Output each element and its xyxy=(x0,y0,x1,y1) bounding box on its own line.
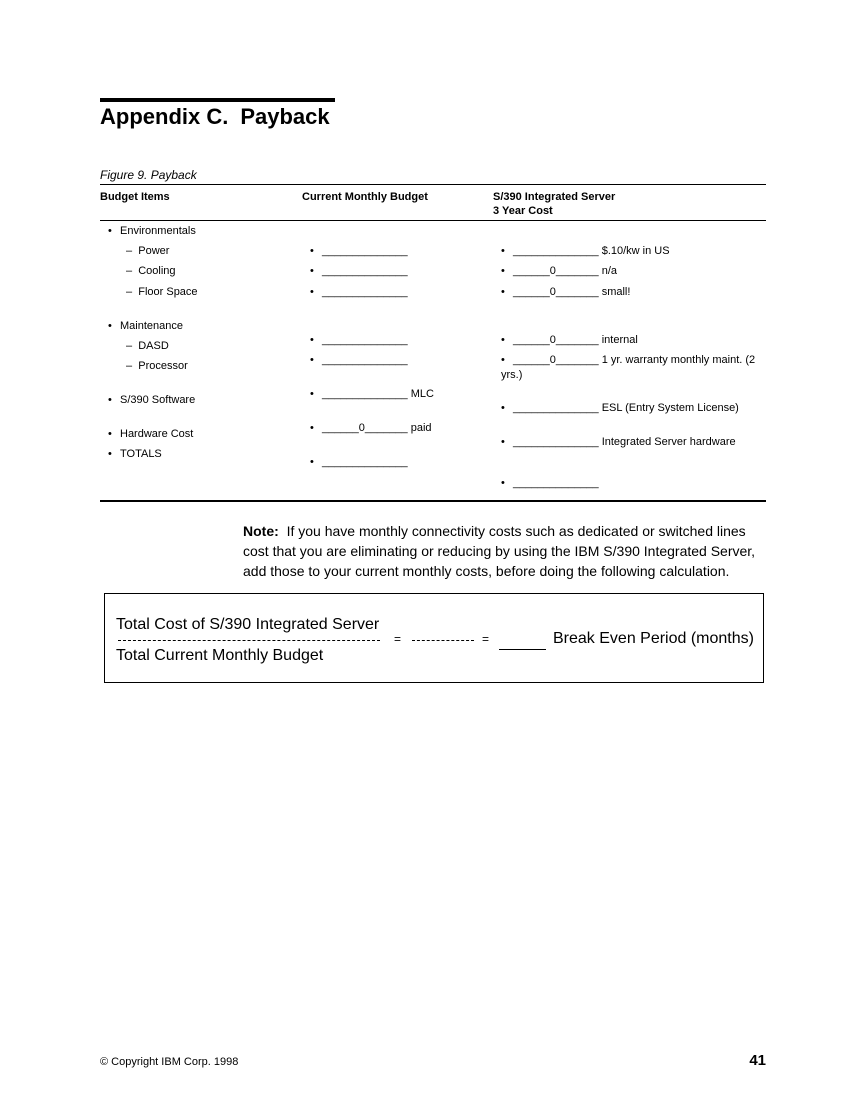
integrated-s390-software: • ______________ ESL (Entry System License) xyxy=(513,402,739,415)
table-top-rule xyxy=(100,184,766,185)
header-integrated-line1: S/390 Integrated Server xyxy=(493,191,616,203)
formula-numerator: Total Cost of S/390 Integrated Server xyxy=(116,616,380,633)
title-rule xyxy=(100,98,335,102)
note-text: If you have monthly connectivity costs such as dedicated or switched lines cost that you are eliminating or reducing by using the IBM S/390 Integrated Server, add those to your current monthly costs, before doing the following calculation. xyxy=(243,523,756,579)
item-dasd: – DASD xyxy=(126,340,169,352)
integrated-totals: • ______________ xyxy=(513,477,599,490)
table-bottom-rule xyxy=(100,500,766,502)
integrated-power: • ______________ $.10/kw in US xyxy=(513,245,670,258)
current-hardware-cost: • ______0_______ paid xyxy=(322,422,432,435)
page-title xyxy=(100,104,330,130)
integrated-dasd: • ______0_______ internal xyxy=(513,334,638,347)
current-s390-software: • ______________ MLC xyxy=(322,388,434,401)
equals-sign-2: = xyxy=(482,632,490,646)
item-s390-software: • S/390 Software xyxy=(120,394,195,407)
result-blank xyxy=(499,649,546,650)
item-hardware-cost: • Hardware Cost xyxy=(120,428,193,441)
item-maintenance: • Maintenance xyxy=(120,320,183,333)
current-floor-space: • ______________ xyxy=(322,286,408,299)
item-environmentals: • Environmentals xyxy=(120,225,196,238)
integrated-processor-cont: yrs.) xyxy=(501,369,523,381)
item-processor: – Processor xyxy=(126,360,188,372)
appendix-label: Appendix C. xyxy=(100,104,229,129)
fraction-bar xyxy=(118,640,380,641)
page-number: 41 xyxy=(749,1052,766,1069)
header-current-monthly: Current Monthly Budget xyxy=(302,191,428,203)
header-budget-items: Budget Items xyxy=(100,191,170,203)
header-integrated-line2: 3 Year Cost xyxy=(493,205,553,217)
item-cooling: – Cooling xyxy=(126,265,176,277)
note-paragraph xyxy=(243,521,768,581)
current-dasd: • ______________ xyxy=(322,334,408,347)
integrated-floor-space: • ______0_______ small! xyxy=(513,286,630,299)
break-even-formula-box xyxy=(104,593,764,683)
current-cooling: • ______________ xyxy=(322,265,408,278)
quotient-blank xyxy=(412,640,474,641)
integrated-hardware-cost: • ______________ Integrated Server hardware xyxy=(513,436,736,449)
break-even-label: Break Even Period (months) xyxy=(553,630,754,647)
item-totals: • TOTALS xyxy=(120,448,162,461)
note-label: Note: xyxy=(243,523,279,539)
item-floor-space: – Floor Space xyxy=(126,286,198,298)
integrated-cooling: • ______0_______ n/a xyxy=(513,265,617,278)
current-totals: • ______________ xyxy=(322,456,408,469)
current-power: • ______________ xyxy=(322,245,408,258)
equals-sign-1: = xyxy=(394,632,402,646)
appendix-name: Payback xyxy=(240,104,330,129)
figure-caption: Figure 9. Payback xyxy=(100,168,197,182)
formula-denominator: Total Current Monthly Budget xyxy=(116,647,324,664)
table-header-rule xyxy=(100,220,766,221)
copyright-footer: © Copyright IBM Corp. 1998 xyxy=(100,1056,239,1068)
current-processor: • ______________ xyxy=(322,354,408,367)
integrated-processor: • ______0_______ 1 yr. warranty monthly maint. (2 xyxy=(513,354,755,367)
item-power: – Power xyxy=(126,245,170,257)
